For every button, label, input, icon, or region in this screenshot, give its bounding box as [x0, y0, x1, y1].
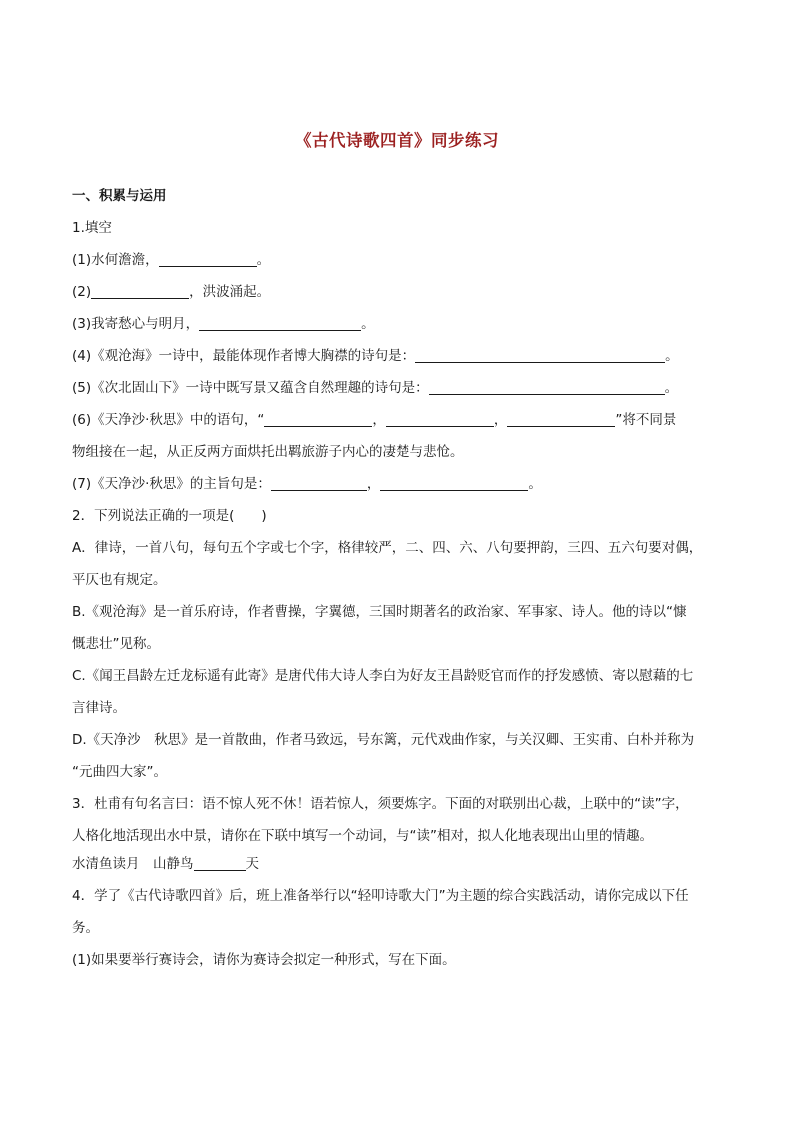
option-a-line-1: A．律诗，一首八句，每句五个字或七个字，格律较严，二、四、六、八句要押韵，三四、五六句要对偶， — [72, 540, 703, 556]
question-4-line-1: 4．学了《古代诗歌四首》后，班上准备举行以“轻叩诗歌大门”为主题的综合实践活动，请你完成以下任 — [72, 888, 689, 904]
q1-item-2 — [72, 282, 270, 302]
q1-item-2-end: ，洪波涌起。 — [189, 284, 271, 300]
q1-item-7-sep: ， — [366, 476, 381, 492]
option-b-line-1: B.《观沧海》是一首乐府诗，作者曹操，字翼德，三国时期著名的政治家、军事家、诗人。他的诗以“慷 — [72, 604, 687, 620]
q1-item-4-text: (4)《观沧海》一诗中，最能体现作者博大胸襟的诗句是： — [72, 348, 416, 364]
q1-item-6-sep-1: ， — [372, 412, 386, 428]
couplet-text: 水清鱼读月 山静鸟 — [72, 856, 194, 872]
answer-blank[interactable] — [91, 284, 189, 299]
couplet-end: 天 — [245, 856, 259, 872]
question-3-line-2: 人格化地活现出水中景，请你在下联中填写一个动词，与“读”相对，拟人化地表现出山里的情趣。 — [72, 828, 653, 844]
couplet-line — [72, 854, 259, 874]
q1-item-6-text: (6)《天净沙·秋思》中的语句，“ — [72, 412, 265, 428]
answer-blank[interactable] — [380, 476, 528, 491]
option-c-line-2: 言律诗。 — [72, 700, 126, 716]
q1-item-6 — [72, 410, 676, 430]
question-1-label: 1.填空 — [72, 220, 112, 236]
question-4-sub-1: (1)如果要举行赛诗会，请你为赛诗会拟定一种形式，写在下面。 — [72, 952, 456, 968]
answer-blank[interactable] — [264, 412, 372, 427]
answer-blank[interactable] — [386, 412, 494, 427]
q1-item-1-text: (1)水何澹澹， — [72, 252, 159, 268]
answer-blank[interactable] — [415, 348, 665, 363]
question-4-line-2: 务。 — [72, 920, 99, 936]
q1-item-5-end: 。 — [664, 380, 679, 396]
q1-item-5 — [72, 378, 678, 398]
answer-blank[interactable] — [194, 856, 246, 871]
option-d-line-1: D.《天净沙 秋思》是一首散曲，作者马致远，号东篱，元代戏曲作家，与关汉卿、王实甫、白朴并称为 — [72, 732, 695, 748]
question-3-line-1: 3．杜甫有句名言曰：语不惊人死不休！语若惊人，须要炼字。下面的对联别出心裁，上联中的“读”字， — [72, 796, 689, 812]
answer-blank[interactable] — [271, 476, 367, 491]
q1-item-7 — [72, 474, 542, 494]
q1-item-4-end: 。 — [665, 348, 679, 364]
q1-item-6-cont: 物组接在一起，从正反两方面烘托出羁旅游子内心的凄楚与悲怆。 — [72, 444, 464, 460]
option-a-line-2: 平仄也有规定。 — [72, 572, 167, 588]
q1-item-4 — [72, 346, 679, 366]
q1-item-2-text: (2) — [72, 284, 92, 300]
q1-item-7-text: (7)《天净沙·秋思》的主旨句是： — [72, 476, 271, 492]
answer-blank[interactable] — [159, 252, 257, 267]
section-heading: 一、积累与运用 — [72, 188, 167, 204]
option-d-line-2: “元曲四大家”。 — [72, 764, 167, 780]
q1-item-6-end: ”将不同景 — [615, 412, 677, 428]
page-title: 《古代诗歌四首》同步练习 — [295, 131, 499, 150]
q1-item-1 — [72, 250, 270, 270]
option-c-line-1: C.《闻王昌龄左迁龙标遥有此寄》是唐代伟大诗人李白为好友王昌龄贬官而作的抒发感愤、寄以慰藉的七 — [72, 668, 694, 684]
answer-blank[interactable] — [507, 412, 615, 427]
q1-item-1-end: 。 — [256, 252, 271, 268]
q1-item-3-end: 。 — [361, 316, 375, 332]
q1-item-6-sep-2: ， — [493, 412, 508, 428]
answer-blank[interactable] — [199, 316, 361, 331]
q1-item-3 — [72, 314, 375, 334]
q1-item-5-text: (5)《次北固山下》一诗中既写景又蕴含自然理趣的诗句是： — [72, 380, 429, 396]
q1-item-3-text: (3)我寄愁心与明月， — [72, 316, 200, 332]
option-b-line-2: 慨悲壮”见称。 — [72, 636, 160, 652]
answer-blank[interactable] — [429, 380, 665, 395]
question-2-label: 2．下列说法正确的一项是( ) — [72, 508, 267, 524]
q1-item-7-end: 。 — [528, 476, 542, 492]
